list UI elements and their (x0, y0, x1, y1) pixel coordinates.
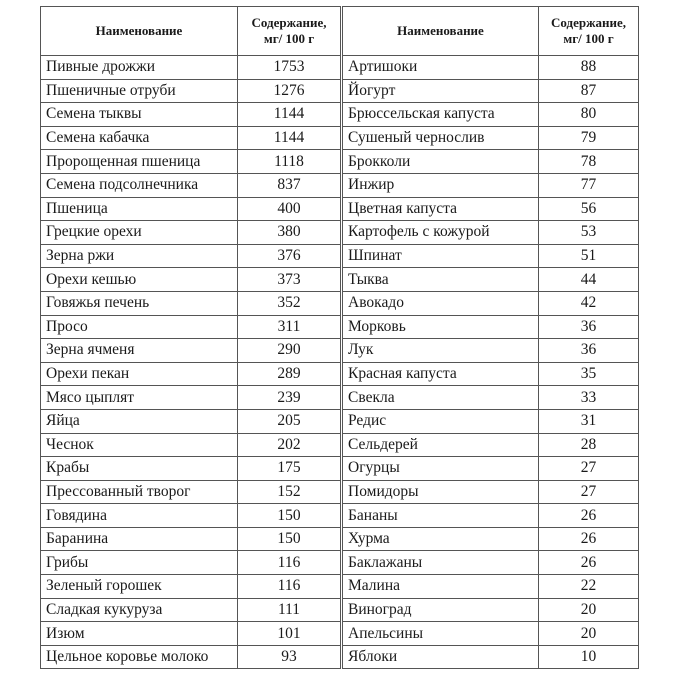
product-name-left: Пшеница (41, 197, 238, 221)
product-value-left: 116 (238, 551, 342, 575)
product-value-right: 88 (539, 56, 639, 80)
product-value-right: 27 (539, 457, 639, 481)
product-value-left: 352 (238, 291, 342, 315)
product-name-right: Артишоки (342, 56, 539, 80)
product-name-left: Семена тыквы (41, 103, 238, 127)
product-name-left: Крабы (41, 457, 238, 481)
product-name-right: Помидоры (342, 480, 539, 504)
table-row (41, 173, 639, 197)
product-name-left: Прессованный творог (41, 480, 238, 504)
table-row (41, 56, 639, 80)
product-name-left: Пшеничные отруби (41, 79, 238, 103)
product-value-left: 239 (238, 386, 342, 410)
table-row (41, 291, 639, 315)
product-name-left: Баранина (41, 527, 238, 551)
product-name-right: Лук (342, 339, 539, 363)
product-name-left: Цельное коровье молоко (41, 645, 238, 669)
product-value-left: 175 (238, 457, 342, 481)
table-row (41, 527, 639, 551)
product-name-right: Авокадо (342, 291, 539, 315)
product-value-right: 33 (539, 386, 639, 410)
product-value-right: 35 (539, 362, 639, 386)
product-value-right: 20 (539, 598, 639, 622)
product-value-right: 42 (539, 291, 639, 315)
product-name-left: Чеснок (41, 433, 238, 457)
product-name-left: Яйца (41, 409, 238, 433)
product-name-left: Зеленый горошек (41, 575, 238, 599)
product-name-right: Цветная капуста (342, 197, 539, 221)
product-value-left: 1144 (238, 126, 342, 150)
table-row (41, 622, 639, 646)
product-value-right: 51 (539, 244, 639, 268)
product-value-left: 101 (238, 622, 342, 646)
product-name-right: Хурма (342, 527, 539, 551)
product-name-right: Бананы (342, 504, 539, 528)
product-value-left: 111 (238, 598, 342, 622)
product-value-left: 150 (238, 527, 342, 551)
product-name-right: Малина (342, 575, 539, 599)
product-value-left: 1753 (238, 56, 342, 80)
product-value-right: 53 (539, 221, 639, 245)
product-value-left: 93 (238, 645, 342, 669)
product-name-right: Сельдерей (342, 433, 539, 457)
table-row (41, 244, 639, 268)
product-value-left: 205 (238, 409, 342, 433)
product-name-left: Говядина (41, 504, 238, 528)
table-row (41, 433, 639, 457)
product-name-left: Орехи кешью (41, 268, 238, 292)
table-row (41, 126, 639, 150)
product-value-right: 22 (539, 575, 639, 599)
product-name-right: Свекла (342, 386, 539, 410)
product-value-left: 400 (238, 197, 342, 221)
product-value-right: 26 (539, 527, 639, 551)
product-value-left: 1276 (238, 79, 342, 103)
product-name-left: Грибы (41, 551, 238, 575)
product-name-right: Морковь (342, 315, 539, 339)
table-row (41, 645, 639, 669)
header-row (41, 7, 639, 56)
product-name-left: Изюм (41, 622, 238, 646)
product-value-right: 27 (539, 480, 639, 504)
product-name-right: Виноград (342, 598, 539, 622)
product-value-right: 36 (539, 339, 639, 363)
table-row (41, 386, 639, 410)
product-value-left: 380 (238, 221, 342, 245)
table-row (41, 221, 639, 245)
product-value-right: 26 (539, 551, 639, 575)
product-value-right: 26 (539, 504, 639, 528)
product-name-left: Семена кабачка (41, 126, 238, 150)
table-row (41, 268, 639, 292)
table-row (41, 551, 639, 575)
table-row (41, 339, 639, 363)
product-value-left: 311 (238, 315, 342, 339)
header-value-left: Содержание, мг/ 100 г (238, 7, 342, 56)
product-name-left: Орехи пекан (41, 362, 238, 386)
product-name-left: Зерна ячменя (41, 339, 238, 363)
product-value-right: 78 (539, 150, 639, 174)
product-name-left: Сладкая кукуруза (41, 598, 238, 622)
product-name-right: Йогурт (342, 79, 539, 103)
product-value-right: 79 (539, 126, 639, 150)
content-table (40, 6, 639, 669)
product-name-left: Просо (41, 315, 238, 339)
product-value-right: 31 (539, 409, 639, 433)
product-value-left: 150 (238, 504, 342, 528)
product-name-left: Пивные дрожжи (41, 56, 238, 80)
header-name-left: Наименование (41, 7, 238, 56)
product-value-right: 56 (539, 197, 639, 221)
product-name-right: Баклажаны (342, 551, 539, 575)
product-value-right: 44 (539, 268, 639, 292)
product-name-right: Апельсины (342, 622, 539, 646)
product-name-right: Брюссельская капуста (342, 103, 539, 127)
table-row (41, 197, 639, 221)
header-name-right: Наименование (342, 7, 539, 56)
product-value-right: 87 (539, 79, 639, 103)
table-row (41, 103, 639, 127)
product-name-right: Сушеный чернослив (342, 126, 539, 150)
product-value-left: 152 (238, 480, 342, 504)
table-row (41, 79, 639, 103)
table-row (41, 575, 639, 599)
product-value-left: 1118 (238, 150, 342, 174)
product-value-right: 36 (539, 315, 639, 339)
product-name-right: Брокколи (342, 150, 539, 174)
product-name-right: Редис (342, 409, 539, 433)
product-value-left: 376 (238, 244, 342, 268)
product-name-right: Картофель с кожурой (342, 221, 539, 245)
table-row (41, 409, 639, 433)
product-name-right: Огурцы (342, 457, 539, 481)
product-name-right: Шпинат (342, 244, 539, 268)
product-value-right: 80 (539, 103, 639, 127)
product-name-left: Семена подсолнечника (41, 173, 238, 197)
header-value-right: Содержание, мг/ 100 г (539, 7, 639, 56)
table-row (41, 480, 639, 504)
product-name-left: Мясо цыплят (41, 386, 238, 410)
table-row (41, 504, 639, 528)
table-body (41, 56, 639, 669)
product-value-left: 116 (238, 575, 342, 599)
product-name-left: Зерна ржи (41, 244, 238, 268)
product-value-right: 20 (539, 622, 639, 646)
product-value-left: 837 (238, 173, 342, 197)
table-row (41, 362, 639, 386)
product-name-left: Говяжья печень (41, 291, 238, 315)
table-header (41, 7, 639, 56)
table-row (41, 315, 639, 339)
product-value-right: 10 (539, 645, 639, 669)
product-value-left: 289 (238, 362, 342, 386)
product-name-right: Тыква (342, 268, 539, 292)
product-value-left: 290 (238, 339, 342, 363)
product-name-left: Грецкие орехи (41, 221, 238, 245)
product-value-left: 202 (238, 433, 342, 457)
product-value-left: 1144 (238, 103, 342, 127)
product-value-right: 77 (539, 173, 639, 197)
table-row (41, 598, 639, 622)
table-row (41, 457, 639, 481)
product-name-right: Яблоки (342, 645, 539, 669)
product-name-right: Красная капуста (342, 362, 539, 386)
table-row (41, 150, 639, 174)
product-name-right: Инжир (342, 173, 539, 197)
product-value-left: 373 (238, 268, 342, 292)
product-value-right: 28 (539, 433, 639, 457)
product-name-left: Пророщенная пшеница (41, 150, 238, 174)
